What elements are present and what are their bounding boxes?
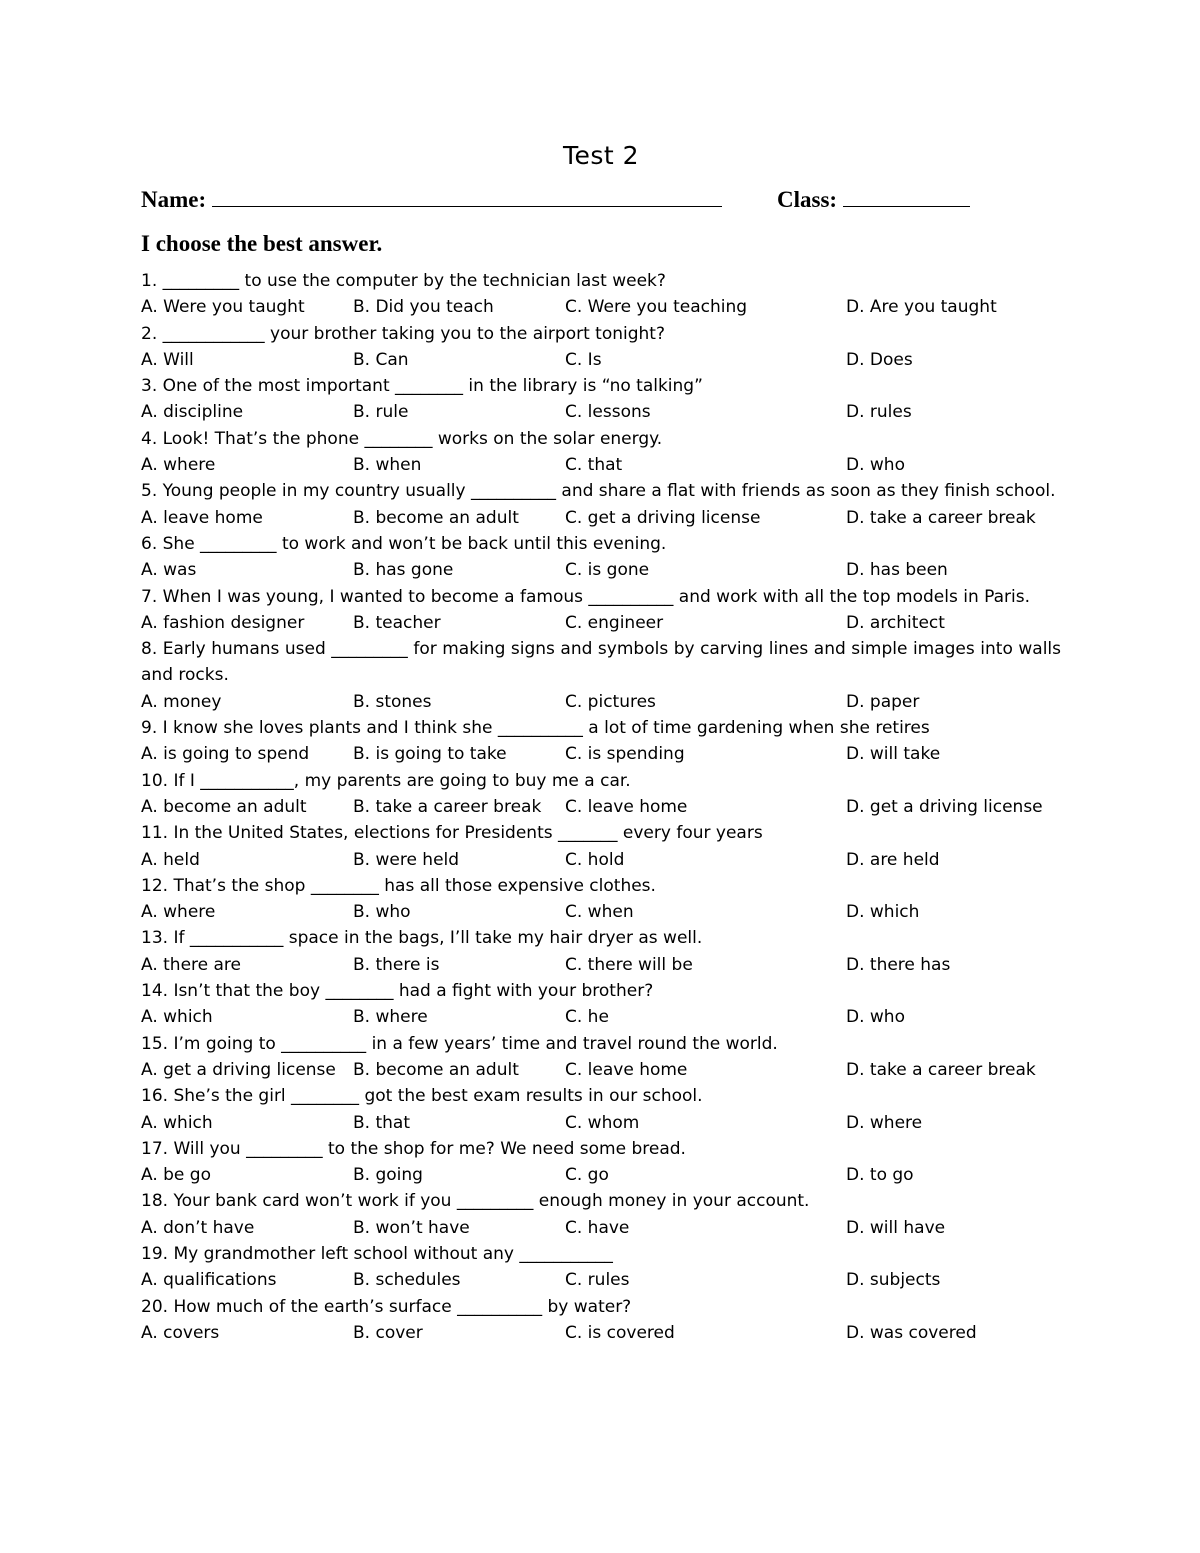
answer-options [141,505,1061,531]
answer-option-d: D. Does [846,349,913,370]
question-text: 13. If ___________ space in the bags, I’ll take my hair dryer as well. [141,928,703,949]
answer-options [141,741,1061,767]
answer-option-b: B. going [353,1165,423,1186]
answer-option-c: C. leave home [565,1059,688,1080]
answer-option-d: D. has been [846,560,948,581]
answer-option-c: C. rules [565,1270,630,1291]
question-text: 17. Will you _________ to the shop for me? We need some bread. [141,1138,686,1159]
page-title: Test 2 [562,141,640,170]
answer-option-a: A. get a driving license [141,1059,336,1080]
test-document [141,138,1061,1346]
answer-option-c: C. is covered [565,1322,675,1343]
answer-option-d: D. architect [846,612,945,633]
answer-option-a: A. leave home [141,507,263,528]
answer-option-a: A. was [141,560,197,581]
answer-option-c: C. is spending [565,744,685,765]
question-text: 3. One of the most important ________ in the library is “no talking” [141,376,703,397]
answer-option-c: C. engineer [565,612,664,633]
answer-option-b: B. take a career break [353,796,542,817]
answer-options [141,847,1061,873]
answer-options [141,1267,1061,1293]
answer-option-c: C. get a driving license [565,507,761,528]
answer-option-b: B. has gone [353,560,454,581]
answer-option-d: D. subjects [846,1270,941,1291]
answer-option-c: C. go [565,1165,609,1186]
answer-option-b: B. stones [353,691,432,712]
answer-options [141,1110,1061,1136]
question-text: 9. I know she loves plants and I think she __________ a lot of time gardening when she retires [141,718,930,739]
question-text: 20. How much of the earth’s surface __________ by water? [141,1296,632,1317]
answer-options [141,399,1061,425]
answer-options [141,1215,1061,1241]
answer-option-b: B. who [353,902,411,923]
question-text: 11. In the United States, elections for Presidents _______ every four years [141,823,763,844]
question-item [141,1188,1061,1241]
answer-option-a: A. money [141,691,222,712]
question-text: 4. Look! That’s the phone ________ works on the solar energy. [141,428,663,449]
answer-option-c: C. hold [565,849,625,870]
answer-option-c: C. whom [565,1112,640,1133]
answer-option-b: B. where [353,1007,428,1028]
answer-option-a: A. fashion designer [141,612,305,633]
answer-option-a: A. where [141,455,216,476]
answer-option-d: D. to go [846,1165,914,1186]
answer-options [141,452,1061,478]
question-item [141,321,1061,374]
answer-options [141,1057,1061,1083]
question-item [141,1083,1061,1136]
answer-option-b: B. that [353,1112,410,1133]
question-item [141,925,1061,978]
answer-option-a: A. held [141,849,200,870]
answer-option-c: C. he [565,1007,609,1028]
answer-option-a: A. is going to spend [141,744,310,765]
answer-option-c: C. there will be [565,954,693,975]
question-text: 2. ____________ your brother taking you to the airport tonight? [141,323,665,344]
student-info-fields [141,182,1061,218]
answer-option-c: C. leave home [565,796,688,817]
question-item [141,715,1061,768]
class-field [777,182,970,218]
answer-option-b: B. Did you teach [353,297,494,318]
answer-options [141,794,1061,820]
class-label: Class: [777,187,838,212]
answer-option-a: A. become an adult [141,796,307,817]
answer-option-b: B. won’t have [353,1217,470,1238]
answer-option-a: A. don’t have [141,1217,255,1238]
answer-option-a: A. be go [141,1165,211,1186]
question-item [141,978,1061,1031]
question-text: 6. She _________ to work and won’t be back until this evening. [141,533,667,554]
answer-option-d: D. rules [846,402,912,423]
answer-option-d: D. Are you taught [846,297,997,318]
answer-option-d: D. who [846,1007,905,1028]
answer-option-a: A. where [141,902,216,923]
answer-option-c: C. is gone [565,560,650,581]
answer-option-d: D. will take [846,744,941,765]
question-item [141,373,1061,426]
name-blank-line [212,182,722,207]
question-text: 5. Young people in my country usually __________ and share a flat with friends as soon as they finish school. [141,481,1056,502]
answer-option-d: D. are held [846,849,940,870]
question-item [141,426,1061,479]
answer-option-b: B. teacher [353,612,441,633]
answer-option-b: B. were held [353,849,460,870]
answer-option-a: A. Will [141,349,194,370]
question-item [141,873,1061,926]
question-item [141,636,1061,715]
answer-option-b: B. there is [353,954,440,975]
question-item [141,478,1061,531]
answer-option-d: D. will have [846,1217,946,1238]
question-text: 7. When I was young, I wanted to become a famous __________ and work with all the top models in Paris. [141,586,1031,607]
question-text: 19. My grandmother left school without any ___________ [141,1243,613,1264]
question-item [141,1136,1061,1189]
answer-option-c: C. when [565,902,634,923]
question-item [141,820,1061,873]
answer-option-d: D. was covered [846,1322,977,1343]
question-item [141,584,1061,637]
answer-option-b: B. cover [353,1322,423,1343]
answer-options [141,1004,1061,1030]
answer-options [141,899,1061,925]
answer-option-c: C. Were you teaching [565,297,748,318]
question-text: 8. Early humans used _________ for making signs and symbols by carving lines and simple images into walls and rocks. [141,639,1061,686]
question-text: 12. That’s the shop ________ has all those expensive clothes. [141,875,656,896]
question-text: 15. I’m going to __________ in a few years’ time and travel round the world. [141,1033,778,1054]
answer-option-b: B. when [353,455,422,476]
answer-options [141,689,1061,715]
answer-options [141,952,1061,978]
question-list [141,268,1061,1346]
question-text: 16. She’s the girl ________ got the best exam results in our school. [141,1086,703,1107]
answer-option-c: C. lessons [565,402,651,423]
answer-option-d: D. where [846,1112,923,1133]
question-item [141,1294,1061,1347]
answer-options [141,557,1061,583]
class-blank-line [843,182,970,207]
answer-option-c: C. have [565,1217,630,1238]
answer-option-a: A. qualifications [141,1270,277,1291]
question-item [141,531,1061,584]
answer-option-d: D. there has [846,954,951,975]
answer-option-b: B. become an adult [353,507,519,528]
answer-options [141,1162,1061,1188]
answer-option-d: D. get a driving license [846,796,1043,817]
question-text: 10. If I ___________, my parents are going to buy me a car. [141,770,631,791]
answer-option-a: A. discipline [141,402,244,423]
answer-options [141,347,1061,373]
answer-option-d: D. take a career break [846,507,1036,528]
answer-options [141,610,1061,636]
answer-option-b: B. schedules [353,1270,461,1291]
answer-option-d: D. who [846,455,905,476]
section-title: I choose the best answer. [141,231,383,256]
answer-option-a: A. there are [141,954,242,975]
question-item [141,768,1061,821]
answer-option-a: A. covers [141,1322,220,1343]
question-text: 14. Isn’t that the boy ________ had a fight with your brother? [141,981,654,1002]
answer-option-a: A. Were you taught [141,297,305,318]
answer-options [141,1320,1061,1346]
answer-option-b: B. is going to take [353,744,507,765]
name-field [141,182,722,218]
name-label: Name: [141,187,207,212]
answer-option-d: D. paper [846,691,920,712]
answer-option-b: B. rule [353,402,409,423]
answer-option-b: B. Can [353,349,409,370]
answer-option-a: A. which [141,1112,213,1133]
answer-options [141,294,1061,320]
question-text: 18. Your bank card won’t work if you _________ enough money in your account. [141,1191,810,1212]
question-text: 1. _________ to use the computer by the technician last week? [141,271,666,291]
question-item [141,268,1061,321]
answer-option-c: C. Is [565,349,602,370]
answer-option-c: C. that [565,455,623,476]
answer-option-c: C. pictures [565,691,656,712]
answer-option-a: A. which [141,1007,213,1028]
answer-option-b: B. become an adult [353,1059,519,1080]
question-item [141,1031,1061,1084]
answer-option-d: D. take a career break [846,1059,1036,1080]
answer-option-d: D. which [846,902,920,923]
question-item [141,1241,1061,1294]
